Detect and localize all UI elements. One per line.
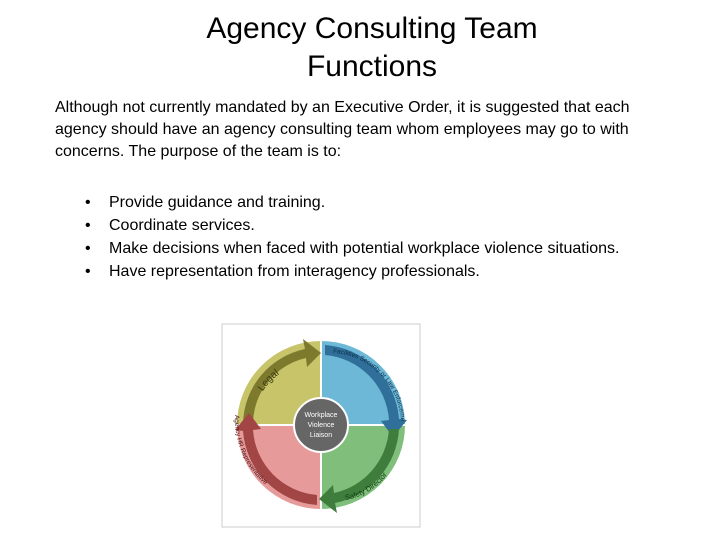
- list-item: [85, 191, 645, 214]
- center-label-line-1: Workplace: [304, 412, 338, 419]
- list-item: [85, 237, 645, 260]
- consulting-cycle-diagram: [221, 323, 421, 528]
- security-label: Facilities Security or Law Enforceme: [332, 347, 406, 422]
- bullet-icon: •: [85, 240, 91, 257]
- hr-label: Agency HR Representative: [232, 414, 269, 487]
- list-item-text: Coordinate services.: [109, 217, 255, 234]
- bullet-icon: •: [85, 263, 91, 280]
- bullet-icon: •: [85, 217, 91, 234]
- bullet-icon: •: [85, 194, 91, 211]
- list-item-text: Provide guidance and training.: [109, 194, 326, 211]
- list-item: [85, 214, 645, 237]
- legal-label: Legal: [255, 367, 282, 394]
- list-item-text: Make decisions when faced with potential workplace violence situations.: [109, 240, 620, 257]
- center-label-line-3: Liaison: [309, 432, 333, 439]
- list-item: [85, 260, 645, 283]
- slide-title: [0, 10, 720, 86]
- intro-paragraph: Although not currently mandated by an Executive Order, it is suggested that each agency should have an agency consulting team whom employees may go to with concerns. The purpose of the team is to:: [55, 99, 630, 160]
- title-line-2: Functions: [306, 50, 438, 83]
- center-label-line-2: Violence: [307, 422, 335, 429]
- safety-label: Safety Director: [344, 470, 389, 503]
- title-line-1: Agency Consulting Team: [206, 12, 538, 45]
- purpose-list: [85, 191, 645, 283]
- list-item-text: Have representation from interagency professionals.: [109, 263, 480, 280]
